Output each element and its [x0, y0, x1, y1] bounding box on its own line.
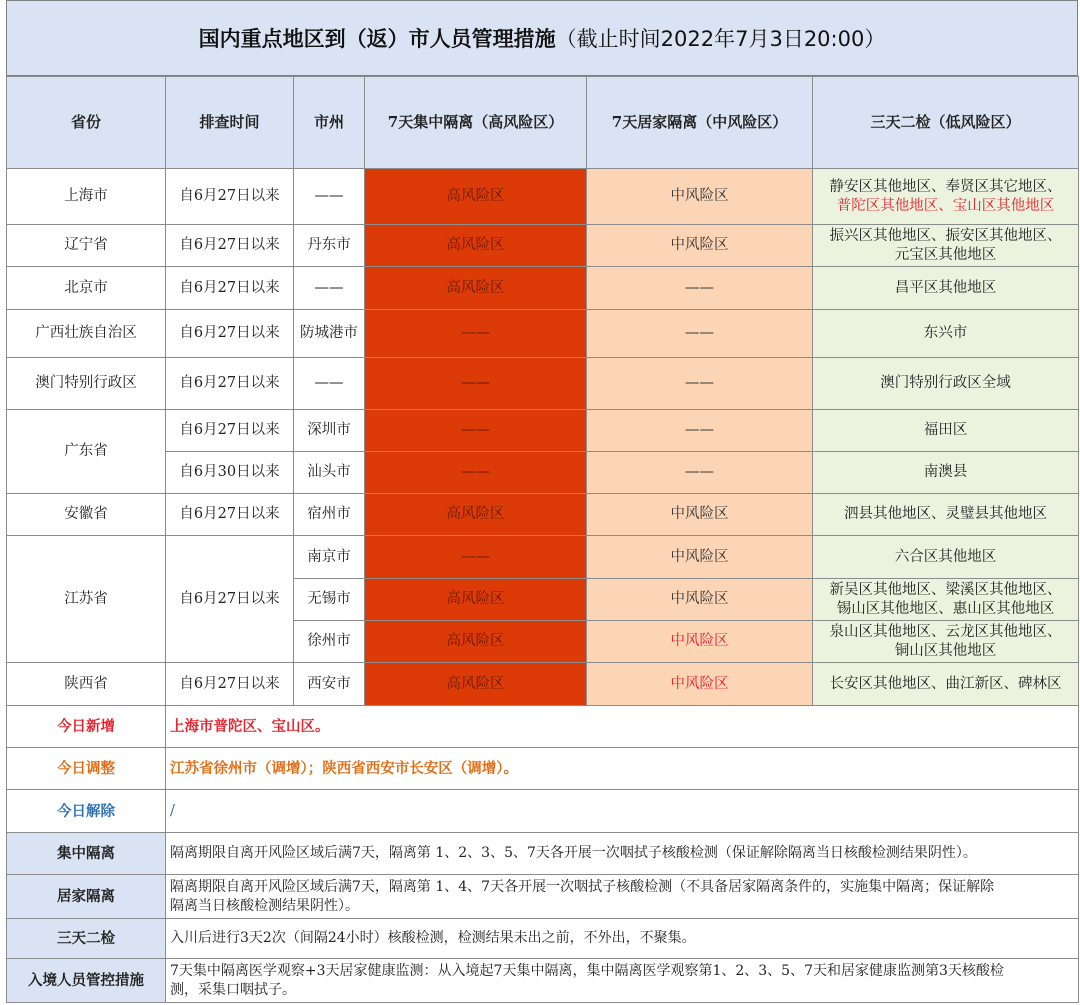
low-risk-cell: 昌平区其他地区 — [813, 267, 1079, 310]
high-risk-cell: 高风险区 — [365, 494, 587, 536]
measure-entry-line: 7天集中隔离医学观察+3天居家健康监测：从入境起7天集中隔离，集中隔离医学观察第1、2、3、5、7天和居家健康监测第3天核酸检 — [170, 962, 1004, 979]
low-risk-line: 元宝区其他地区 — [894, 246, 997, 263]
header-row — [7, 77, 1079, 169]
province-cell: 江苏省 — [7, 536, 166, 663]
measure-row-three — [7, 919, 1079, 959]
table-row — [7, 452, 1079, 494]
measure-row-entry — [7, 959, 1079, 1003]
low-risk-cell: 澳门特别行政区全域 — [813, 358, 1079, 410]
mid-risk-cell: 中风险区 — [587, 536, 813, 579]
time-cell: 自6月27日以来 — [166, 494, 294, 536]
high-risk-cell: —— — [365, 358, 587, 410]
city-cell: 防城港市 — [294, 310, 365, 358]
risk-table — [6, 76, 1079, 1003]
time-cell: 自6月27日以来 — [166, 225, 294, 267]
table-row — [7, 663, 1079, 706]
measure-entry-text — [166, 959, 1079, 1003]
city-cell: 深圳市 — [294, 410, 365, 452]
high-risk-cell: 高风险区 — [365, 267, 587, 310]
mid-risk-cell: 中风险区 — [587, 225, 813, 267]
low-risk-line: 泉山区其他地区、云龙区其他地区、 — [829, 623, 1062, 640]
city-cell: 南京市 — [294, 536, 365, 579]
header-province: 省份 — [7, 77, 166, 169]
time-cell: 自6月27日以来 — [166, 169, 294, 225]
mid-risk-cell: —— — [587, 310, 813, 358]
high-risk-cell: —— — [365, 536, 587, 579]
low-risk-cell — [813, 621, 1079, 663]
low-risk-cell: 六合区其他地区 — [813, 536, 1079, 579]
low-risk-cell: 福田区 — [813, 410, 1079, 452]
title-main: 国内重点地区到（返）市人员管理措施 — [198, 27, 556, 51]
low-risk-line: 铜山区其他地区 — [894, 642, 997, 659]
province-cell: 广东省 — [7, 410, 166, 494]
time-cell: 自6月27日以来 — [166, 536, 294, 663]
low-risk-cell: 长安区其他地区、曲江新区、碑林区 — [813, 663, 1079, 706]
note-adjust-label: 今日调整 — [7, 748, 166, 790]
low-risk-cell: 泗县其他地区、灵璧县其他地区 — [813, 494, 1079, 536]
header-city: 市州 — [294, 77, 365, 169]
measure-three-label: 三天二检 — [7, 919, 166, 959]
notice-sheet — [6, 0, 1078, 1003]
mid-risk-cell: —— — [587, 452, 813, 494]
header-mid: 7天居家隔离（中风险区） — [587, 77, 813, 169]
table-row — [7, 169, 1079, 225]
time-cell: 自6月27日以来 — [166, 410, 294, 452]
city-cell: 丹东市 — [294, 225, 365, 267]
note-new-text: 上海市普陀区、宝山区。 — [166, 706, 1079, 748]
city-cell: —— — [294, 169, 365, 225]
time-cell: 自6月27日以来 — [166, 358, 294, 410]
measure-home-text — [166, 875, 1079, 919]
table-row — [7, 494, 1079, 536]
low-risk-line: 锡山区其他地区、惠山区其他地区 — [836, 600, 1055, 617]
low-risk-cell: 东兴市 — [813, 310, 1079, 358]
high-risk-cell: —— — [365, 410, 587, 452]
low-risk-cell — [813, 169, 1079, 225]
low-risk-cell: 南澳县 — [813, 452, 1079, 494]
high-risk-cell: 高风险区 — [365, 169, 587, 225]
title-sub: （截止时间2022年7月3日20:00） — [555, 27, 886, 51]
high-risk-cell: —— — [365, 310, 587, 358]
mid-risk-cell: —— — [587, 410, 813, 452]
province-cell: 北京市 — [7, 267, 166, 310]
high-risk-cell: 高风险区 — [365, 225, 587, 267]
measure-central-text: 隔离期限自离开风险区域后满7天，隔离第 1、2、3、5、7天各开展一次咽拭子核酸检测（保证解除隔离当日核酸检测结果阴性）。 — [166, 833, 1079, 875]
table-row — [7, 410, 1079, 452]
province-cell: 上海市 — [7, 169, 166, 225]
city-cell: 无锡市 — [294, 579, 365, 621]
note-row-new — [7, 706, 1079, 748]
province-cell: 陕西省 — [7, 663, 166, 706]
mid-risk-cell-adjusted: 中风险区 — [587, 663, 813, 706]
header-high: 7天集中隔离（高风险区） — [365, 77, 587, 169]
province-cell: 安徽省 — [7, 494, 166, 536]
low-risk-line: 新吴区其他地区、梁溪区其他地区、 — [829, 581, 1062, 598]
time-cell: 自6月27日以来 — [166, 267, 294, 310]
high-risk-cell: 高风险区 — [365, 663, 587, 706]
province-cell: 辽宁省 — [7, 225, 166, 267]
province-cell: 广西壮族自治区 — [7, 310, 166, 358]
table-row — [7, 536, 1079, 579]
note-row-adjust — [7, 748, 1079, 790]
measure-three-text: 入川后进行3天2次（间隔24小时）核酸检测，检测结果未出之前，不外出，不聚集。 — [166, 919, 1079, 959]
mid-risk-cell: 中风险区 — [587, 579, 813, 621]
high-risk-cell: 高风险区 — [365, 621, 587, 663]
measure-row-central — [7, 833, 1079, 875]
note-adjust-text: 江苏省徐州市（调增）；陕西省西安市长安区（调增）。 — [166, 748, 1079, 790]
header-low: 三天二检（低风险区） — [813, 77, 1079, 169]
note-row-remove — [7, 790, 1079, 833]
sheet-title — [6, 0, 1078, 76]
measure-home-line: 隔离当日核酸检测结果阴性）。 — [170, 897, 359, 914]
city-cell: 西安市 — [294, 663, 365, 706]
low-risk-line: 振兴区其他地区、振安区其他地区、 — [829, 227, 1062, 244]
measure-home-line: 隔离期限自离开风险区域后满7天，隔离第 1、4、7天各开展一次咽拭子核酸检测（不具备居家隔离条件的，实施集中隔离；保证解除 — [170, 878, 995, 895]
low-risk-line-new: 普陀区其他地区、宝山区其他地区 — [836, 197, 1055, 214]
city-cell: 汕头市 — [294, 452, 365, 494]
measure-row-home — [7, 875, 1079, 919]
mid-risk-cell: 中风险区 — [587, 494, 813, 536]
note-remove-text: / — [166, 790, 1079, 833]
header-time: 排查时间 — [166, 77, 294, 169]
mid-risk-cell-adjusted: 中风险区 — [587, 621, 813, 663]
low-risk-line: 静安区其他地区、奉贤区其它地区、 — [829, 178, 1062, 195]
measure-central-label: 集中隔离 — [7, 833, 166, 875]
high-risk-cell: —— — [365, 452, 587, 494]
table-row — [7, 267, 1079, 310]
measure-entry-line: 测，采集口咽拭子。 — [170, 981, 296, 998]
province-cell: 澳门特别行政区 — [7, 358, 166, 410]
note-new-label: 今日新增 — [7, 706, 166, 748]
measure-entry-label: 入境人员管控措施 — [7, 959, 166, 1003]
mid-risk-cell: 中风险区 — [587, 169, 813, 225]
table-row — [7, 225, 1079, 267]
table-row — [7, 358, 1079, 410]
table-row — [7, 310, 1079, 358]
note-remove-label: 今日解除 — [7, 790, 166, 833]
time-cell: 自6月30日以来 — [166, 452, 294, 494]
mid-risk-cell: —— — [587, 267, 813, 310]
city-cell: —— — [294, 358, 365, 410]
mid-risk-cell: —— — [587, 358, 813, 410]
city-cell: 徐州市 — [294, 621, 365, 663]
city-cell: 宿州市 — [294, 494, 365, 536]
city-cell: —— — [294, 267, 365, 310]
low-risk-cell — [813, 579, 1079, 621]
measure-home-label: 居家隔离 — [7, 875, 166, 919]
time-cell: 自6月27日以来 — [166, 310, 294, 358]
low-risk-cell — [813, 225, 1079, 267]
time-cell: 自6月27日以来 — [166, 663, 294, 706]
high-risk-cell: 高风险区 — [365, 579, 587, 621]
